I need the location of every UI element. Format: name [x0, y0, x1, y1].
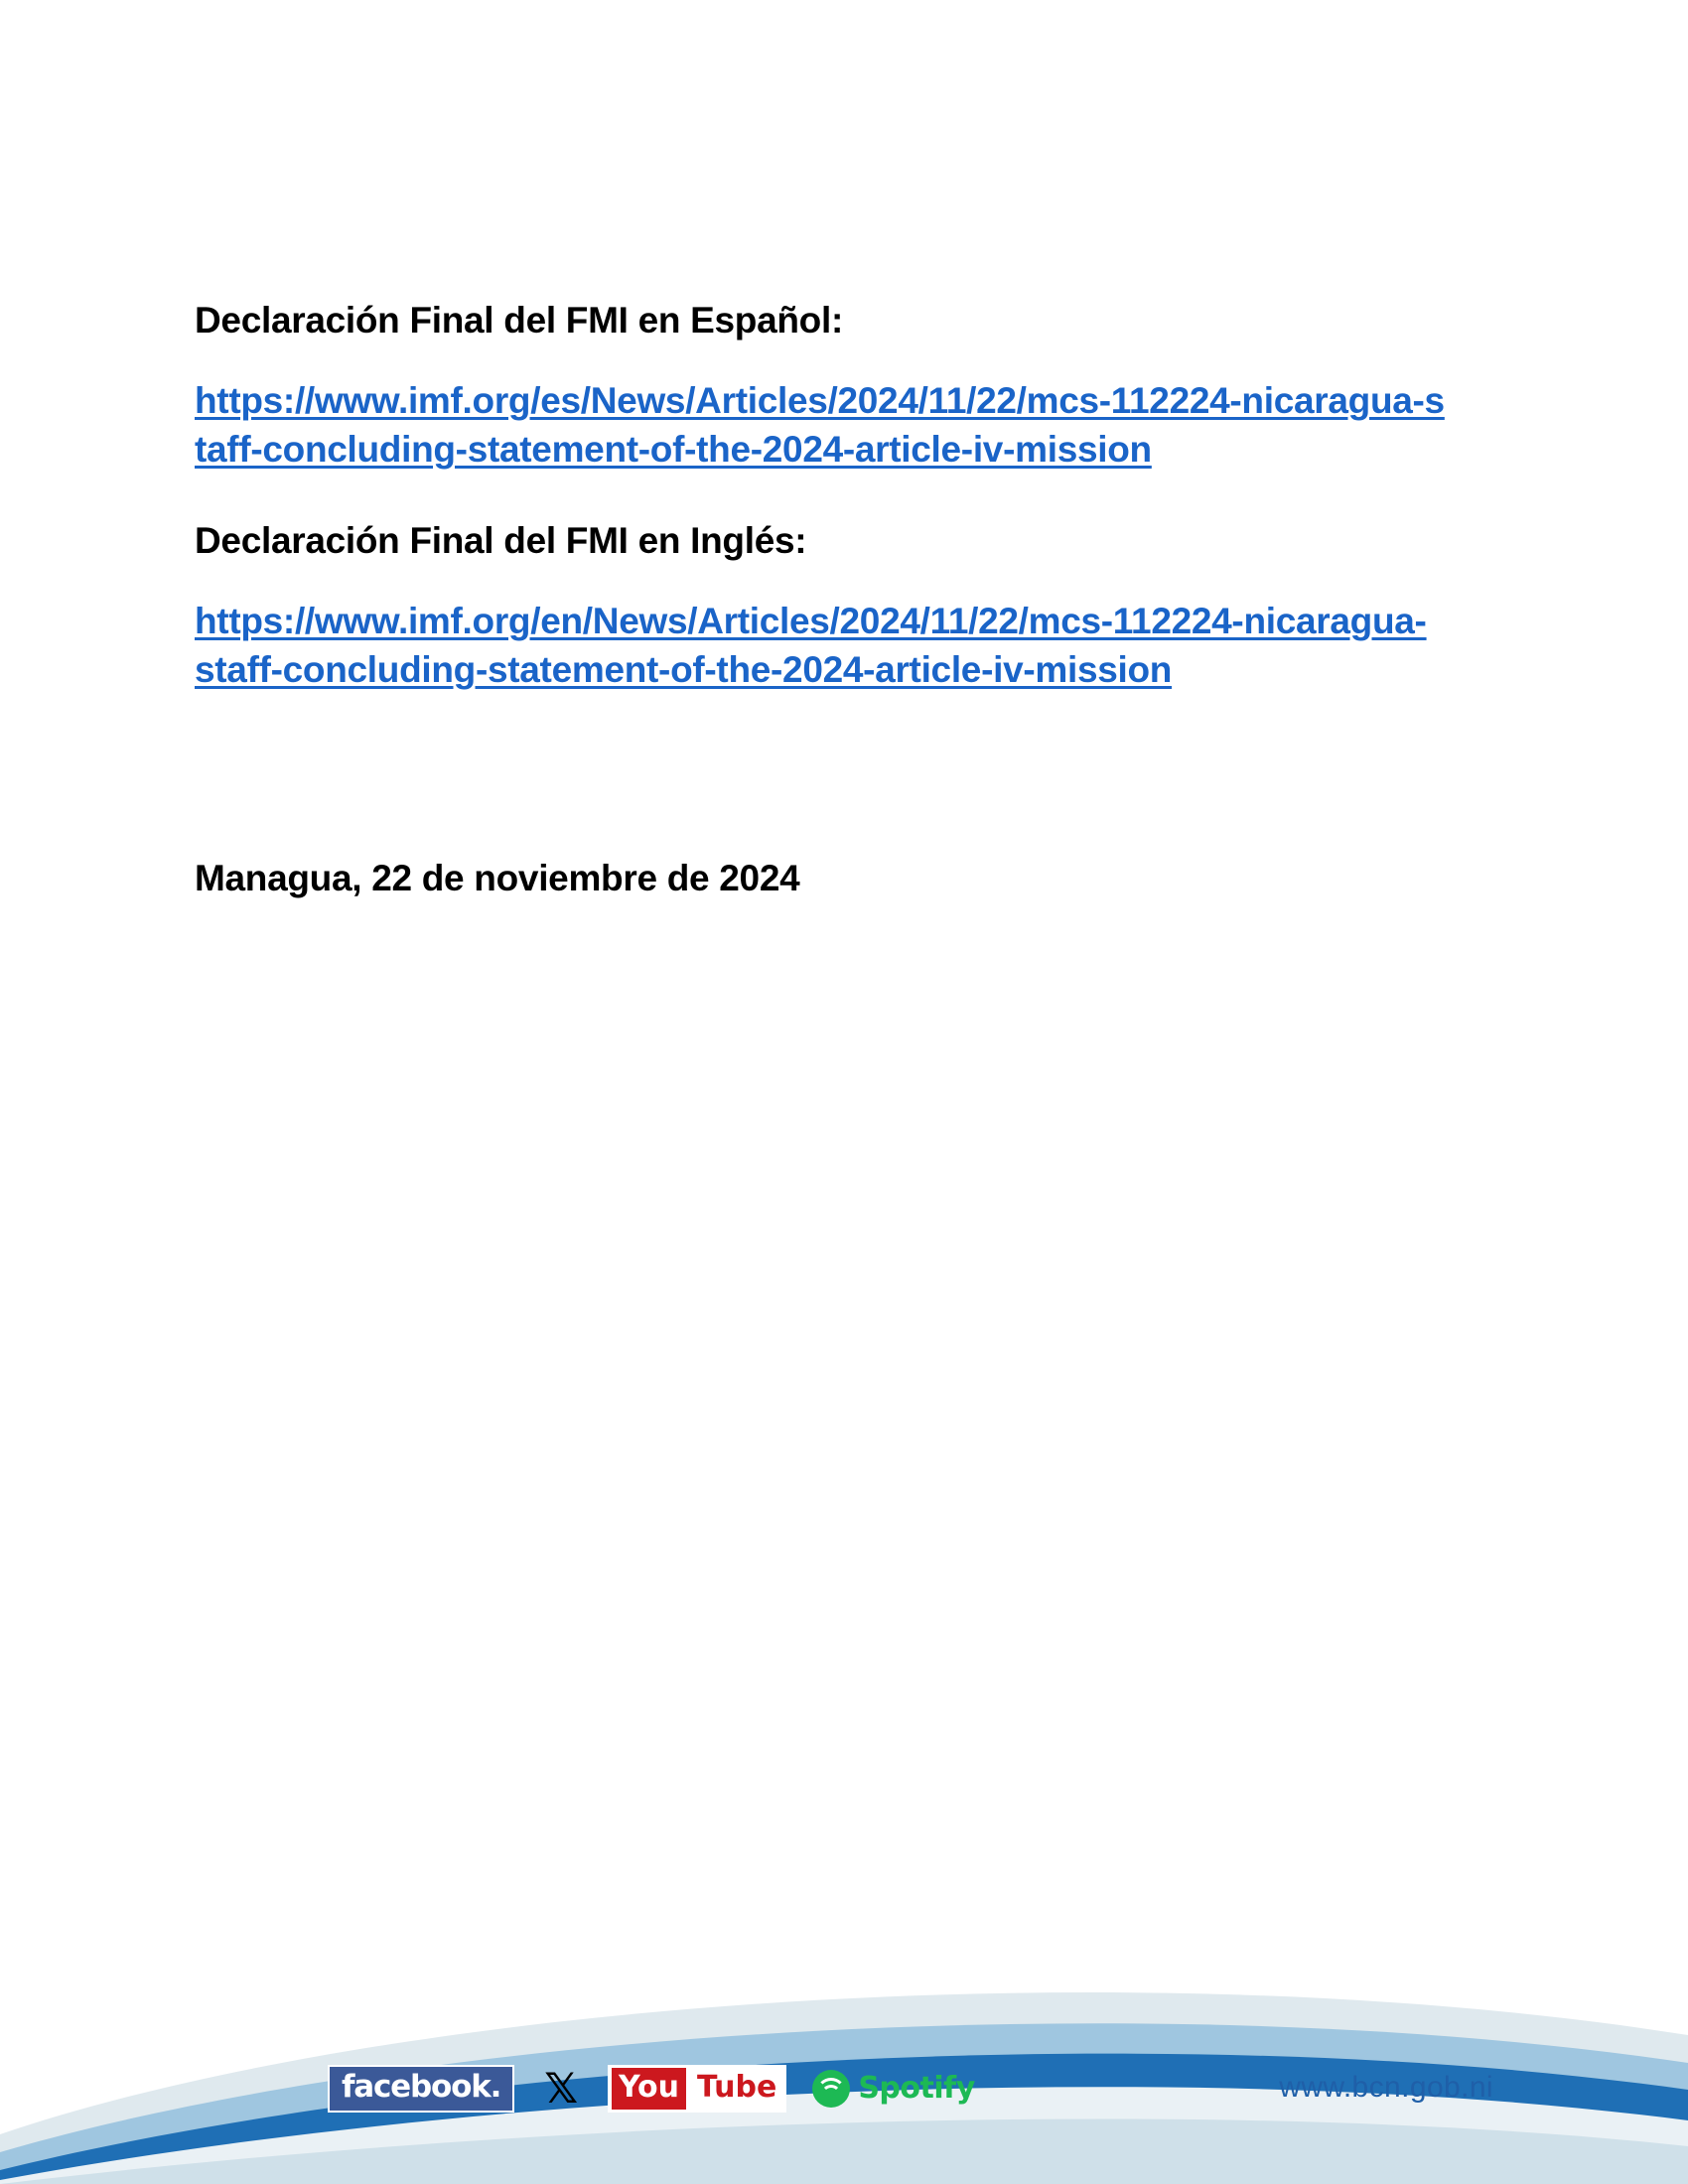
facebook-icon[interactable]: facebook.: [328, 2065, 514, 2113]
youtube-you-text: You: [612, 2068, 686, 2110]
youtube-tube-text: Tube: [691, 2068, 782, 2110]
spotify-icon[interactable]: [812, 2070, 974, 2108]
english-statement-link[interactable]: https://www.imf.org/en/News/Articles/2024/11/22/mcs-112224-nicaragua-staff-concluding-statement-of-the-2024-article-iv-mission: [195, 601, 1427, 690]
page-footer: [0, 1886, 1688, 2184]
document-body: [195, 298, 1505, 899]
x-twitter-icon[interactable]: 𝕏: [544, 2064, 579, 2113]
spotify-label: Spotify: [858, 2071, 975, 2106]
spanish-statement-heading: Declaración Final del FMI en Español:: [195, 300, 843, 341]
dateline: Managua, 22 de noviembre de 2024: [195, 857, 800, 898]
spacer: [195, 739, 1505, 858]
footer-wave-graphic: [0, 1886, 1688, 2184]
english-statement-heading: Declaración Final del FMI en Inglés:: [195, 519, 807, 561]
spanish-statement-link[interactable]: https://www.imf.org/es/News/Articles/2024/11/22/mcs-112224-nicaragua-staff-concluding-statement-of-the-2024-article-iv-mission: [195, 380, 1445, 471]
youtube-icon[interactable]: [608, 2065, 786, 2113]
social-links: [328, 2065, 975, 2113]
spotify-circle-icon: [812, 2070, 850, 2108]
website-url[interactable]: www.bcn.gob.ni: [1279, 2071, 1493, 2104]
